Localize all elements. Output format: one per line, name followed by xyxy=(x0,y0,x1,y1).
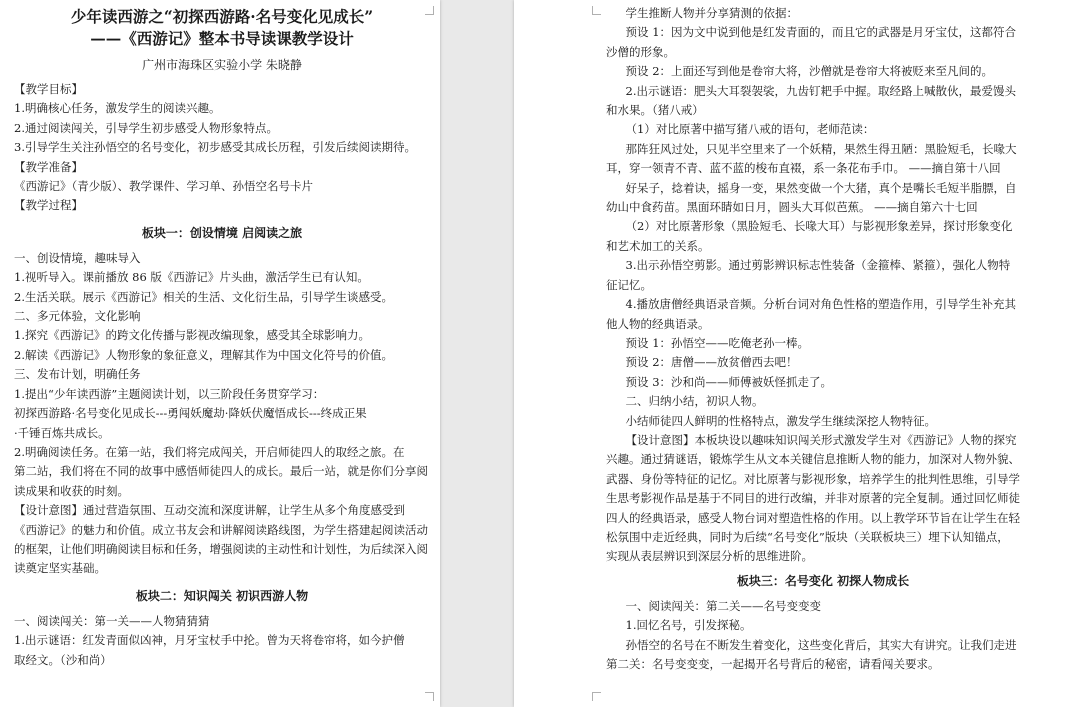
paragraph: 预设 3：沙和尚——师傅被妖怪抓走了。 xyxy=(625,374,833,389)
paragraph: 《西游记》的魅力和价值。成立书友会和讲解阅读路线图，为学生搭建起阅读活动 xyxy=(14,522,428,537)
page-content xyxy=(514,0,1080,674)
paragraph: 3.引导学生关注孙悟空的名号变化，初步感受其成长历程，引发后续阅读期待。 xyxy=(14,140,416,155)
section-heading: 【教学准备】 xyxy=(14,159,83,174)
paragraph: 2.解读《西游记》人物形象的象征意义，理解其作为中国文化符号的价值。 xyxy=(14,347,393,362)
paragraph: 四人的经典语录，感受人物台词对塑造性格的作用。以上教学环节旨在让学生在轻 xyxy=(606,510,1020,525)
paragraph: 一、创设情境，趣味导入 xyxy=(14,250,141,265)
paragraph: 2.明确阅读任务。在第一站，我们将完成闯关，开启师徒四人的取经之旅。在 xyxy=(14,444,405,459)
paragraph: 1.出示谜语：红发青面似凶神，月牙宝杖手中抡。曾为天将卷帘将，如今护僧 xyxy=(14,633,405,648)
paragraph: 【设计意图】本板块设以趣味知识闯关形式激发学生对《西游记》人物的探究 xyxy=(625,432,1017,447)
paragraph: 兴趣。通过猜谜语，锻炼学生从文本关键信息推断人物的能力，加深对人物外貌、 xyxy=(606,452,1020,467)
paragraph: 和艺术加工的关系。 xyxy=(606,238,710,253)
paragraph: 一、阅读闯关：第一关——人物猜猜猜 xyxy=(14,613,210,628)
document-page-right xyxy=(514,0,1080,707)
paragraph: 那阵狂风过处，只见半空里来了一个妖精，果然生得丑陋：黑脸短毛，长喙大 xyxy=(625,141,1017,156)
paragraph: 实现从表层辨识到深层分析的思维进阶。 xyxy=(606,549,813,564)
document-title: 少年读西游之“初探西游路·名号变化见成长” xyxy=(70,7,374,26)
paragraph: 沙僧的形象。 xyxy=(606,44,675,59)
paragraph: ·千锤百炼共成长。 xyxy=(14,425,110,440)
paragraph: 1.视听导入。课前播放 86 版《西游记》片头曲，激活学生已有认知。 xyxy=(14,270,369,285)
paragraph: 3.出示孙悟空剪影。通过剪影辨识标志性装备（金箍棒、紧箍），强化人物特 xyxy=(625,258,1011,273)
paragraph: 和水果。（猪八戒） xyxy=(606,103,704,118)
paragraph: 武器、身份等特征的记忆。对比原著与影视形象，培养学生的批判性思维，引导学 xyxy=(606,471,1020,486)
paragraph: 的框架，让他们明确阅读目标和任务，增强阅读的主动性和计划性，为后续深入阅 xyxy=(14,541,428,556)
paragraph: 【设计意图】通过营造氛围、互动交流和深度讲解，让学生从多个角度感受到 xyxy=(14,503,405,518)
paragraph: 第二关：名号变变变，一起揭开名号背后的秘密，请看闯关要求。 xyxy=(606,657,940,671)
paragraph: 他人物的经典语录。 xyxy=(606,316,710,331)
document-page-left xyxy=(0,0,440,707)
paragraph: 初探西游路·名号变化见成长---勇闯妖魔劫·降妖伏魔悟成长---终成正果 xyxy=(14,406,367,421)
paragraph: 1.明确核心任务，激发学生的阅读兴趣。 xyxy=(14,101,221,116)
paragraph: 取经文。（沙和尚） xyxy=(14,652,112,667)
section-heading: 【教学目标】 xyxy=(14,82,83,96)
paragraph: 松氛围中走近经典，同时为后续“名号变化”版块（关联板块三）埋下认知锚点， xyxy=(606,529,1009,544)
paragraph: 小结师徒四人鲜明的性格特点，激发学生继续深挖人物特征。 xyxy=(625,413,937,428)
block-heading: 板块二：知识闯关 初识西游人物 xyxy=(135,588,309,603)
paragraph: 生思考影视作品是基于不同目的进行改编，并非对原著的完全复制。通过回忆师徒 xyxy=(606,491,1020,506)
section-heading: 【教学过程】 xyxy=(14,198,83,213)
paragraph: 1.回忆名号，引发探秘。 xyxy=(625,618,752,633)
paragraph: 2.出示谜语：肥头大耳裂袈裟，九齿钉耙手中握。取经路上喊散伙，最爱馒头 xyxy=(625,83,1017,98)
paragraph: 读成果和收获的时刻。 xyxy=(14,483,129,498)
paragraph: 一、阅读闯关：第二关——名号变变变 xyxy=(625,598,822,613)
paragraph: 第二站，我们将在不同的故事中感悟师徒四人的成长。最后一站，就是你们分享阅 xyxy=(14,464,428,479)
paragraph: （2）对比原著形象（黑脸短毛、长喙大耳）与影视形象差异，探讨形象变化 xyxy=(625,219,1013,234)
paragraph: （1）对比原著中描写猪八戒的语句，老师范读： xyxy=(625,122,875,137)
paragraph: 二、多元体验，文化影响 xyxy=(14,309,141,324)
block-heading: 板块三：名号变化 初探人物成长 xyxy=(736,573,910,588)
paragraph: 学生推断人物并分享猜测的依据： xyxy=(625,6,799,20)
document-subtitle: ——《西游记》整本书导读课教学设计 xyxy=(90,29,354,48)
page-content xyxy=(0,0,440,670)
block-heading: 板块一：创设情境 启阅读之旅 xyxy=(141,225,303,240)
paragraph: 幼山中食药苗。黑面环睛如日月，圆头大耳似芭蕉。 ——摘自第六十七回 xyxy=(606,200,978,215)
page-corner-mark xyxy=(592,692,601,701)
paragraph: 4.播放唐僧经典语录音频。分析台词对角色性格的塑造作用，引导学生补充其 xyxy=(625,297,1017,312)
paragraph: 三、发布计划，明确任务 xyxy=(14,367,141,382)
author-line: 广州市海珠区实验小学 朱晓静 xyxy=(142,58,302,72)
paragraph: 2.通过阅读闯关，引导学生初步感受人物形象特点。 xyxy=(14,120,278,135)
paragraph: 1.提出“少年读西游”主题阅读计划，以三阶段任务贯穿学习： xyxy=(14,386,325,401)
paragraph: 2.生活关联。展示《西游记》相关的生活、文化衍生品，引导学生谈感受。 xyxy=(14,289,393,304)
paragraph: 预设 2：唐僧——放贫僧西去吧！ xyxy=(625,355,798,370)
paragraph: 1.探究《西游记》的跨文化传播与影视改编现象，感受其全球影响力。 xyxy=(14,328,370,343)
paragraph: 读奠定坚实基础。 xyxy=(14,561,106,576)
paragraph: 《西游记》（青少版）、教学课件、学习单、孙悟空名号卡片 xyxy=(14,179,313,194)
paragraph: 耳，穿一领青不青、蓝不蓝的梭布直裰，系一条花布手巾。 ——摘自第十八回 xyxy=(606,161,1001,176)
paragraph: 征记忆。 xyxy=(606,277,652,292)
paragraph: 孙悟空的名号在不断发生着变化，这些变化背后，其实大有讲究。让我们走进 xyxy=(625,637,1017,652)
paragraph: 预设 2：上面还写到他是卷帘大将，沙僧就是卷帘大将被贬来至凡间的。 xyxy=(625,64,994,79)
paragraph: 预设 1：孙悟空——吃俺老孙一棒。 xyxy=(625,335,810,350)
page-corner-mark xyxy=(425,692,434,701)
paragraph: 好呆子，捻着诀，摇身一变，果然变做一个大猪，真个是嘴长毛短半脂膘，自 xyxy=(625,180,1017,195)
paragraph: 二、归纳小结，初识人物。 xyxy=(625,394,764,409)
paragraph: 预设 1：因为文中说到他是红发青面的，而且它的武器是月牙宝仗，这都符合 xyxy=(625,25,1017,40)
